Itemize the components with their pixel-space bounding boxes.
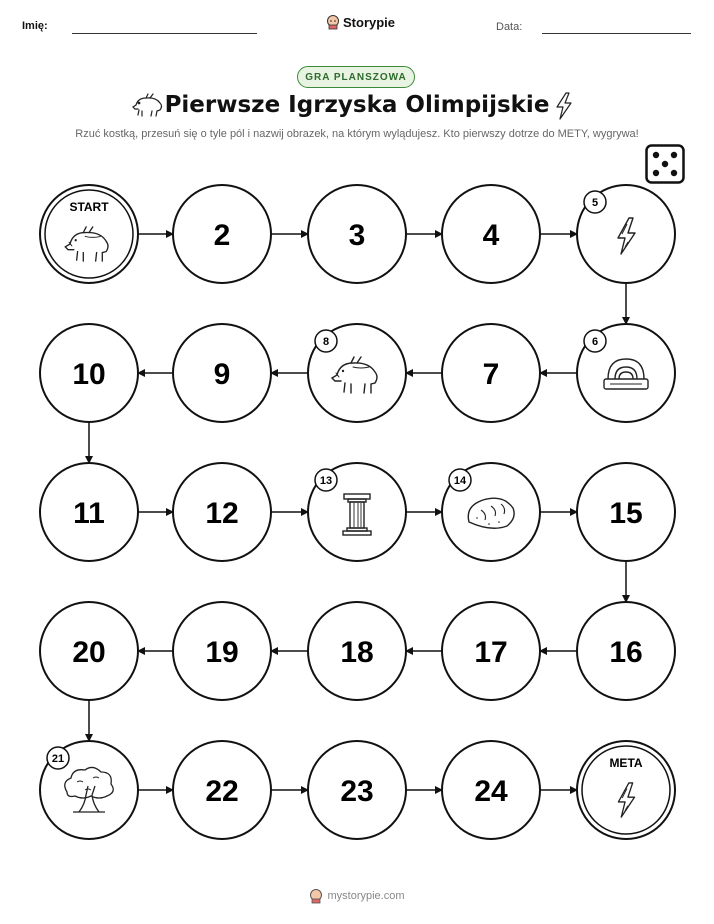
board-space-22[interactable]	[173, 741, 271, 839]
space-number: 17	[474, 636, 508, 669]
space-number: 15	[609, 497, 643, 530]
board-space-14[interactable]	[442, 463, 540, 561]
start-space[interactable]	[40, 185, 138, 283]
board-space-7[interactable]	[442, 324, 540, 422]
board-space-12[interactable]	[173, 463, 271, 561]
space-number: 12	[205, 497, 239, 530]
space-number: 9	[213, 358, 231, 391]
space-number: 19	[205, 636, 239, 669]
space-number: 7	[482, 358, 500, 391]
space-number: 21	[51, 753, 65, 765]
space-number: 2	[213, 219, 231, 252]
space-number: 6	[591, 336, 599, 348]
footer	[0, 888, 714, 904]
space-number: 10	[72, 358, 106, 391]
board-space-5[interactable]	[577, 185, 675, 283]
board-space-10[interactable]	[40, 324, 138, 422]
space-label: START	[69, 200, 109, 214]
space-number: 5	[591, 197, 599, 209]
board-space-6[interactable]	[577, 324, 675, 422]
board-space-4[interactable]	[442, 185, 540, 283]
board-space-21[interactable]	[40, 741, 138, 839]
board-space-19[interactable]	[173, 602, 271, 700]
date-label: Data:	[496, 21, 523, 33]
page-title: Pierwsze Igrzyska Olimpijskie	[164, 92, 550, 118]
footer-url: mystorypie.com	[327, 890, 405, 902]
space-number: 23	[340, 775, 374, 808]
finish-space[interactable]	[577, 741, 675, 839]
space-number: 13	[319, 475, 333, 487]
board-space-15[interactable]	[577, 463, 675, 561]
brand-name: Storypie	[343, 14, 396, 30]
board-space-13[interactable]	[308, 463, 406, 561]
board-space-16[interactable]	[577, 602, 675, 700]
space-number: 16	[609, 636, 643, 669]
space-number: 22	[205, 775, 239, 808]
space-number: 11	[73, 497, 105, 530]
name-label: Imię:	[22, 20, 48, 32]
board-space-24[interactable]	[442, 741, 540, 839]
space-number: 4	[482, 219, 500, 252]
board-space-20[interactable]	[40, 602, 138, 700]
space-label: META	[609, 756, 643, 770]
board-space-8[interactable]	[308, 324, 406, 422]
space-number: 14	[453, 475, 467, 487]
storypie-mascot-icon	[309, 888, 323, 904]
board-space-18[interactable]	[308, 602, 406, 700]
board-space-9[interactable]	[173, 324, 271, 422]
board-space-11[interactable]	[40, 463, 138, 561]
space-number: 20	[72, 636, 106, 669]
board-space-17[interactable]	[442, 602, 540, 700]
space-number: 8	[322, 336, 330, 348]
space-number: 18	[340, 636, 374, 669]
board-space-23[interactable]	[308, 741, 406, 839]
board-space-3[interactable]	[308, 185, 406, 283]
board-space-2[interactable]	[173, 185, 271, 283]
space-number: 24	[474, 775, 508, 808]
space-number: 3	[348, 219, 366, 252]
instructions: Rzuć kostką, przesuń się o tyle pól i nazwij obrazek, na którym wylądujesz. Kto pierwszy dotrze do METY, wygrywa!	[75, 128, 639, 140]
category-badge: GRA PLANSZOWA	[297, 66, 415, 88]
